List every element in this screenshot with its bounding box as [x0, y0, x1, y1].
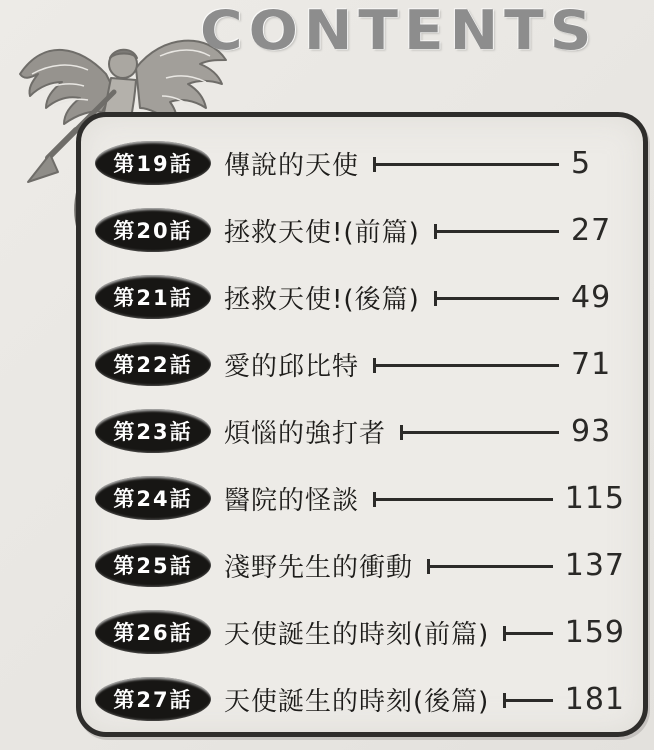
chapter-badge: 第23話 — [95, 409, 211, 453]
chapter-badge: 第25話 — [95, 543, 211, 587]
chapter-title: 煩惱的強打者 — [224, 418, 387, 449]
chapter-badge: 第24話 — [95, 476, 211, 520]
page-number: 93 — [571, 413, 612, 449]
page-number: 5 — [571, 145, 592, 181]
chapter-title: 天使誕生的時刻(前篇) — [224, 619, 490, 650]
page-number: 27 — [571, 212, 612, 248]
chapter-badge: 第22話 — [95, 342, 211, 386]
page-number: 71 — [571, 346, 612, 382]
leader-line — [400, 431, 559, 434]
leader-line — [503, 699, 552, 702]
toc-row — [95, 342, 625, 386]
chapter-title: 淺野先生的衝動 — [224, 552, 414, 583]
chapter-title: 醫院的怪談 — [224, 485, 360, 516]
leader-line — [434, 297, 559, 300]
toc-row — [95, 409, 625, 453]
leader-line — [373, 498, 553, 501]
chapter-title: 拯救天使!(前篇) — [224, 217, 420, 248]
chapter-badge: 第20話 — [95, 208, 211, 252]
toc-row — [95, 275, 625, 319]
toc-row — [95, 476, 625, 520]
chapter-title: 拯救天使!(後篇) — [224, 284, 420, 315]
angel-trumpet-bell — [28, 154, 58, 182]
leader-line — [373, 364, 559, 367]
chapter-title: 傳說的天使 — [224, 150, 360, 181]
leader-line — [434, 230, 559, 233]
leader-line — [373, 163, 559, 166]
toc-rows — [95, 141, 625, 721]
chapter-badge: 第19話 — [95, 141, 211, 185]
page-number: 137 — [564, 547, 625, 583]
chapter-title: 天使誕生的時刻(後篇) — [224, 686, 490, 717]
leader-line — [503, 632, 552, 635]
page-number: 159 — [564, 614, 625, 650]
toc-row — [95, 610, 625, 654]
chapter-badge: 第27話 — [95, 677, 211, 721]
page-number: 181 — [564, 681, 625, 717]
angel-trumpet — [48, 130, 76, 158]
page-number: 115 — [564, 480, 625, 516]
toc-box — [76, 112, 648, 737]
toc-row — [95, 677, 625, 721]
toc-row — [95, 208, 625, 252]
toc-row — [95, 543, 625, 587]
toc-row — [95, 141, 625, 185]
leader-line — [427, 565, 553, 568]
chapter-badge: 第26話 — [95, 610, 211, 654]
page-number: 49 — [571, 279, 612, 315]
chapter-title: 愛的邱比特 — [224, 351, 360, 382]
chapter-badge: 第21話 — [95, 275, 211, 319]
page-title: CONTENTS — [200, 0, 598, 62]
